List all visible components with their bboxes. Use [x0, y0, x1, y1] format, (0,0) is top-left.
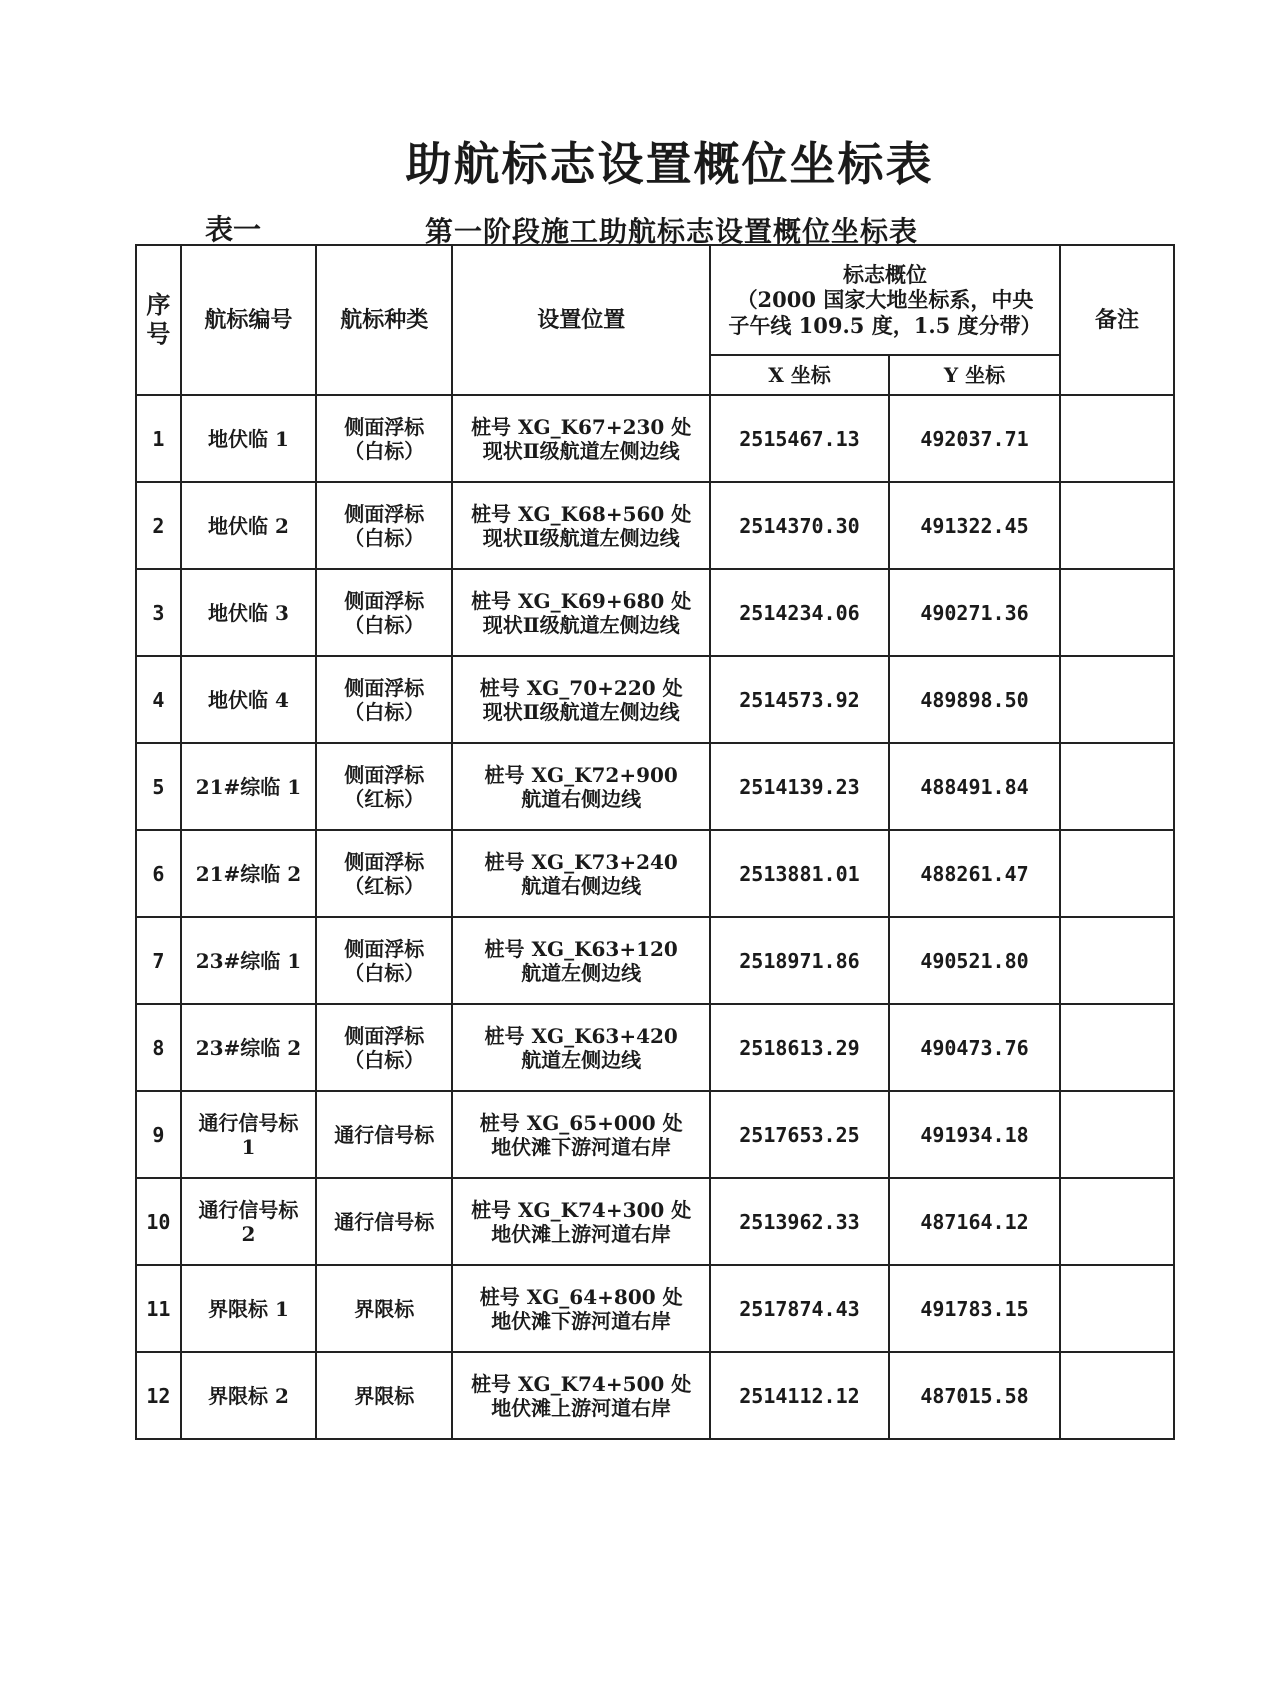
cell-type-line1: 通行信号标	[334, 1122, 435, 1147]
cell-id-line1: 23#综临 2	[195, 1035, 302, 1060]
cell-x: 2518971.86	[710, 917, 889, 1004]
cell-position-line2: 现状Ⅱ级航道左侧边线	[482, 525, 680, 550]
cell-note	[1060, 569, 1174, 656]
cell-x: 2518613.29	[710, 1004, 889, 1091]
cell-position-line2: 航道左侧边线	[521, 1047, 642, 1072]
table-row	[136, 395, 1174, 482]
cell-y: 487164.12	[889, 1178, 1060, 1265]
cell-id	[181, 743, 316, 830]
cell-note	[1060, 1178, 1174, 1265]
cell-y: 490473.76	[889, 1004, 1060, 1091]
cell-y: 491322.45	[889, 482, 1060, 569]
header-coord-line2: （2000 国家大地坐标系，中央	[736, 287, 1034, 313]
cell-type-line2: （白标）	[344, 699, 425, 724]
cell-position-line1: 桩号 XG_K63+420	[484, 1023, 678, 1048]
cell-type-line2: （白标）	[344, 438, 425, 463]
cell-position-line1: 桩号 XG_K73+240	[484, 849, 678, 874]
cell-x: 2515467.13	[710, 395, 889, 482]
table-subtitle: 第一阶段施工助航标志设置概位坐标表	[425, 215, 919, 248]
cell-position-line1: 桩号 XG_K72+900	[484, 762, 678, 787]
cell-note	[1060, 743, 1174, 830]
cell-id	[181, 656, 316, 743]
cell-id-line1: 21#综临 2	[195, 861, 302, 886]
cell-note	[1060, 1004, 1174, 1091]
cell-type-line1: 侧面浮标	[344, 588, 425, 613]
cell-position-line2: 地伏滩上游河道右岸	[491, 1221, 672, 1246]
cell-y: 489898.50	[889, 656, 1060, 743]
cell-x: 2514139.23	[710, 743, 889, 830]
table-row	[136, 656, 1174, 743]
cell-note	[1060, 1265, 1174, 1352]
cell-no: 5	[136, 743, 181, 830]
table-row	[136, 1265, 1174, 1352]
cell-type-line1: 侧面浮标	[344, 1023, 425, 1048]
cell-position-line1: 桩号 XG_70+220 处	[479, 675, 683, 700]
cell-type-line2: （红标）	[344, 873, 425, 898]
cell-type	[316, 569, 452, 656]
cell-position-line1: 桩号 XG_K69+680 处	[471, 588, 692, 613]
cell-note	[1060, 656, 1174, 743]
cell-type-line2: （白标）	[344, 1047, 425, 1072]
header-no-text: 序号	[146, 290, 171, 348]
cell-type	[316, 917, 452, 1004]
cell-type	[316, 1004, 452, 1091]
header-no	[136, 245, 181, 395]
cell-no: 3	[136, 569, 181, 656]
cell-type	[316, 1091, 452, 1178]
cell-no: 10	[136, 1178, 181, 1265]
cell-id	[181, 1004, 316, 1091]
cell-position	[452, 917, 709, 1004]
table-row	[136, 569, 1174, 656]
cell-no: 7	[136, 917, 181, 1004]
cell-type	[316, 1178, 452, 1265]
cell-position	[452, 656, 709, 743]
cell-id-line2: 2	[241, 1221, 256, 1246]
cell-note	[1060, 1091, 1174, 1178]
cell-position	[452, 482, 709, 569]
cell-y: 490521.80	[889, 917, 1060, 1004]
cell-y: 490271.36	[889, 569, 1060, 656]
table-row	[136, 1352, 1174, 1439]
header-x: X 坐标	[710, 355, 889, 395]
cell-y: 488491.84	[889, 743, 1060, 830]
cell-id	[181, 395, 316, 482]
header-coord-group	[710, 245, 1060, 355]
cell-note	[1060, 917, 1174, 1004]
cell-position-line1: 桩号 XG_K67+230 处	[471, 414, 692, 439]
cell-type-line1: 侧面浮标	[344, 414, 425, 439]
cell-no: 6	[136, 830, 181, 917]
cell-position	[452, 743, 709, 830]
cell-id-line2: 1	[241, 1134, 256, 1159]
cell-id	[181, 482, 316, 569]
cell-type-line1: 通行信号标	[334, 1209, 435, 1234]
cell-position	[452, 1265, 709, 1352]
cell-position-line1: 桩号 XG_65+000 处	[479, 1110, 683, 1135]
cell-no: 2	[136, 482, 181, 569]
cell-type-line2: （白标）	[344, 525, 425, 550]
cell-id-line1: 通行信号标	[198, 1197, 299, 1222]
table-row	[136, 830, 1174, 917]
cell-position	[452, 569, 709, 656]
cell-x: 2517874.43	[710, 1265, 889, 1352]
cell-id-line1: 界限标 2	[207, 1383, 289, 1408]
cell-y: 491934.18	[889, 1091, 1060, 1178]
cell-position	[452, 1178, 709, 1265]
header-id: 航标编号	[181, 245, 316, 395]
cell-no: 11	[136, 1265, 181, 1352]
cell-type	[316, 656, 452, 743]
cell-note	[1060, 482, 1174, 569]
cell-position	[452, 1352, 709, 1439]
cell-x: 2514573.92	[710, 656, 889, 743]
cell-type-line1: 侧面浮标	[344, 849, 425, 874]
cell-position-line1: 桩号 XG_K74+300 处	[471, 1197, 692, 1222]
cell-id	[181, 1091, 316, 1178]
cell-no: 4	[136, 656, 181, 743]
cell-position	[452, 1004, 709, 1091]
cell-no: 1	[136, 395, 181, 482]
table-row	[136, 1178, 1174, 1265]
cell-position-line2: 航道右侧边线	[521, 786, 642, 811]
cell-position-line2: 现状Ⅱ级航道左侧边线	[482, 438, 680, 463]
header-y: Y 坐标	[889, 355, 1060, 395]
cell-note	[1060, 1352, 1174, 1439]
cell-x: 2517653.25	[710, 1091, 889, 1178]
cell-position-line2: 地伏滩下游河道右岸	[491, 1134, 672, 1159]
cell-position-line1: 桩号 XG_K63+120	[484, 936, 678, 961]
cell-type	[316, 743, 452, 830]
cell-x: 2514112.12	[710, 1352, 889, 1439]
cell-id-line1: 界限标 1	[207, 1296, 289, 1321]
cell-position-line2: 地伏滩上游河道右岸	[491, 1395, 672, 1420]
coordinate-table	[135, 244, 1175, 1440]
table-row	[136, 482, 1174, 569]
cell-position-line1: 桩号 XG_64+800 处	[479, 1284, 683, 1309]
cell-x: 2514234.06	[710, 569, 889, 656]
cell-id	[181, 569, 316, 656]
cell-type-line2: （白标）	[344, 612, 425, 637]
cell-id-line1: 21#综临 1	[195, 774, 302, 799]
cell-id	[181, 830, 316, 917]
cell-type-line2: （白标）	[344, 960, 425, 985]
cell-type-line1: 界限标	[354, 1296, 415, 1321]
cell-id	[181, 1178, 316, 1265]
cell-position	[452, 830, 709, 917]
cell-id	[181, 1352, 316, 1439]
table-body	[136, 395, 1174, 1439]
cell-no: 8	[136, 1004, 181, 1091]
table-label: 表一	[205, 213, 262, 246]
cell-position-line2: 航道左侧边线	[521, 960, 642, 985]
cell-position-line1: 桩号 XG_K68+560 处	[471, 501, 692, 526]
cell-position	[452, 1091, 709, 1178]
cell-type-line2: （红标）	[344, 786, 425, 811]
table-row	[136, 743, 1174, 830]
header-note: 备注	[1060, 245, 1174, 395]
cell-y: 488261.47	[889, 830, 1060, 917]
cell-note	[1060, 830, 1174, 917]
cell-position	[452, 395, 709, 482]
cell-id	[181, 917, 316, 1004]
cell-type-line1: 侧面浮标	[344, 501, 425, 526]
cell-id-line1: 通行信号标	[198, 1110, 299, 1135]
cell-id	[181, 1265, 316, 1352]
cell-position-line2: 航道右侧边线	[521, 873, 642, 898]
cell-type-line1: 侧面浮标	[344, 936, 425, 961]
cell-type-line1: 侧面浮标	[344, 762, 425, 787]
cell-position-line2: 地伏滩下游河道右岸	[491, 1308, 672, 1333]
cell-no: 12	[136, 1352, 181, 1439]
table-row	[136, 1004, 1174, 1091]
cell-x: 2513962.33	[710, 1178, 889, 1265]
cell-id-line1: 地伏临 4	[207, 687, 289, 712]
cell-position-line2: 现状Ⅱ级航道左侧边线	[482, 612, 680, 637]
document-title: 助航标志设置概位坐标表	[405, 137, 934, 191]
header-coord-line3: 子午线 109.5 度，1.5 度分带）	[728, 312, 1042, 338]
cell-position-line1: 桩号 XG_K74+500 处	[471, 1371, 692, 1396]
cell-type	[316, 395, 452, 482]
cell-id-line1: 地伏临 3	[207, 600, 289, 625]
cell-type-line1: 界限标	[354, 1383, 415, 1408]
cell-id-line1: 地伏临 2	[207, 513, 289, 538]
cell-id-line1: 地伏临 1	[207, 426, 289, 451]
table-row	[136, 917, 1174, 1004]
cell-type-line1: 侧面浮标	[344, 675, 425, 700]
cell-type	[316, 1265, 452, 1352]
cell-y: 487015.58	[889, 1352, 1060, 1439]
cell-type	[316, 1352, 452, 1439]
header-position: 设置位置	[452, 245, 709, 395]
cell-note	[1060, 395, 1174, 482]
header-type: 航标种类	[316, 245, 452, 395]
cell-type	[316, 482, 452, 569]
cell-position-line2: 现状Ⅱ级航道左侧边线	[482, 699, 680, 724]
header-coord-line1: 标志概位	[842, 262, 927, 288]
cell-y: 492037.71	[889, 395, 1060, 482]
cell-y: 491783.15	[889, 1265, 1060, 1352]
table-row	[136, 1091, 1174, 1178]
cell-no: 9	[136, 1091, 181, 1178]
cell-type	[316, 830, 452, 917]
cell-x: 2514370.30	[710, 482, 889, 569]
cell-x: 2513881.01	[710, 830, 889, 917]
cell-id-line1: 23#综临 1	[195, 948, 302, 973]
